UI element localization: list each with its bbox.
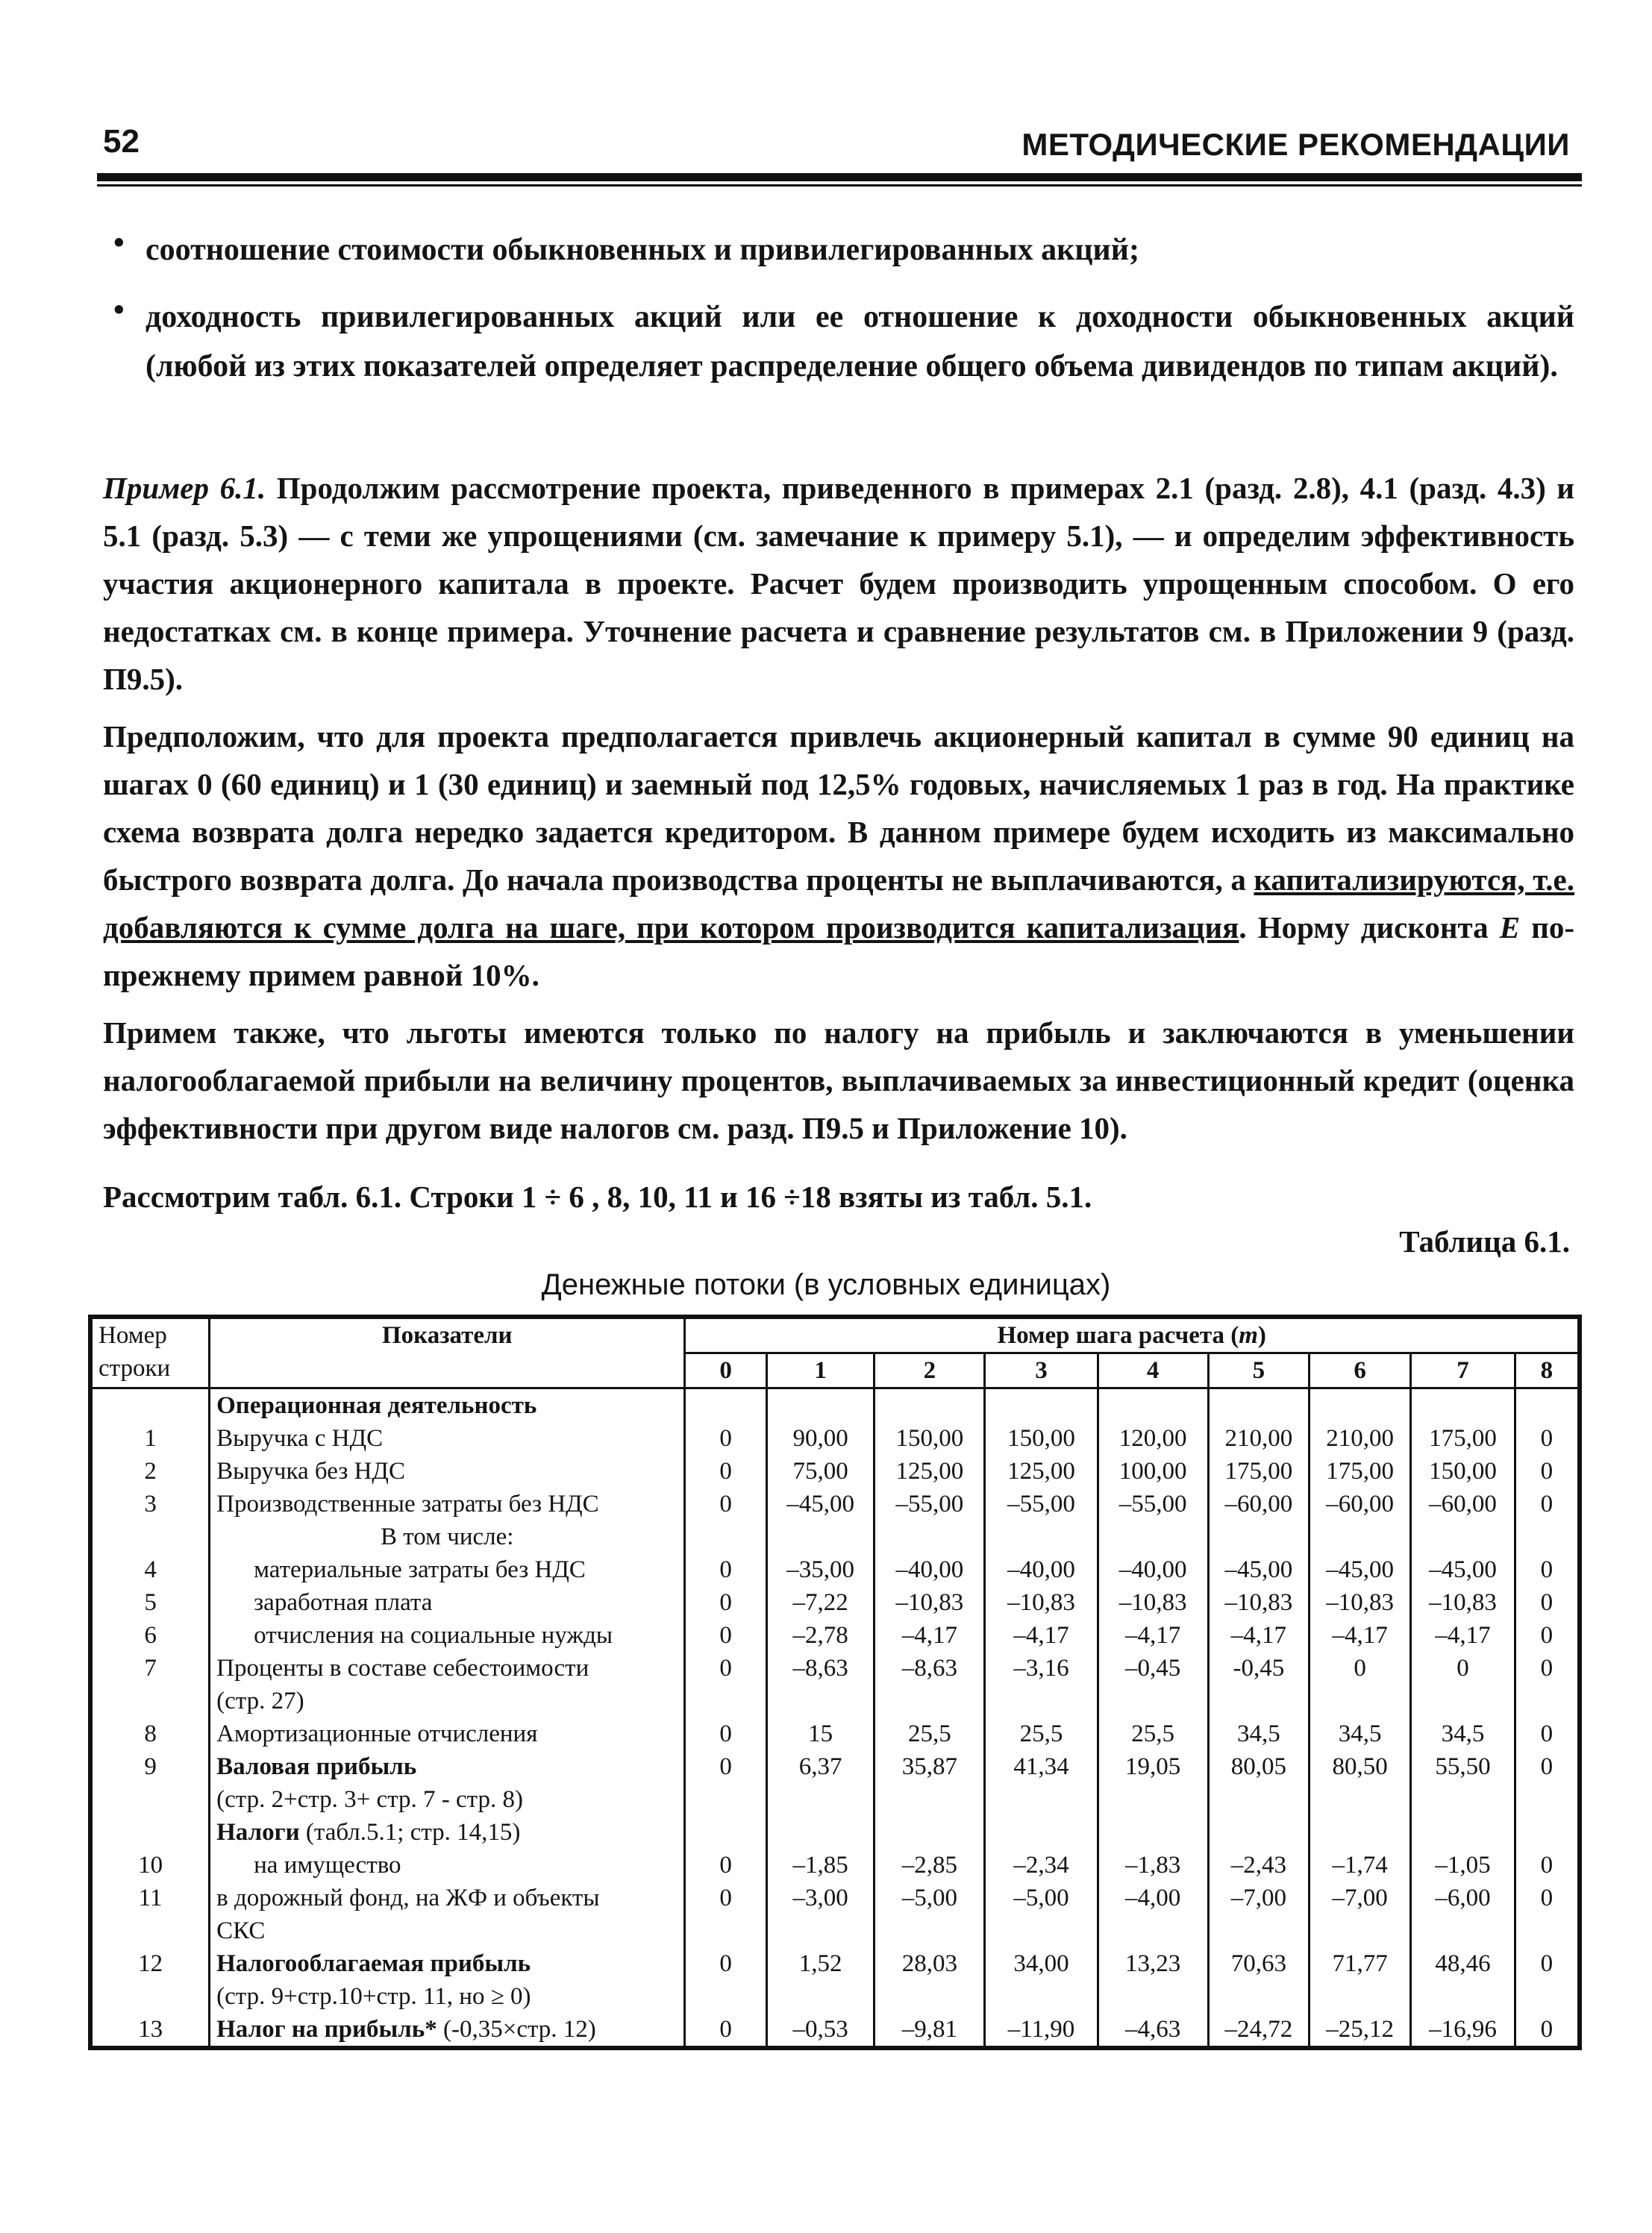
row-label-text: в дорожный фонд, на ЖФ и объекты [216,1885,600,1911]
value-cell: 28,03 [875,1947,985,2013]
value-cell: 0 [1515,2013,1580,2048]
row-label-line2: (стр. 27) [216,1688,304,1714]
value-cell [1310,1520,1411,1553]
value-cell: –9,81 [875,2013,985,2048]
value-cell: –4,00 [1098,1882,1208,1947]
value-cell: 19,05 [1098,1750,1208,1816]
value-cell: –1,83 [1098,1849,1208,1882]
row-label [210,1717,685,1750]
value-cell: 0 [1310,1652,1411,1717]
table-title: Денежные потоки (в условных единицах) [541,1268,1111,1301]
table-row [90,1553,1580,1586]
value-cell: 0 [685,1619,766,1652]
value-cell: 0 [1515,1619,1580,1652]
value-cell: –4,17 [985,1619,1098,1652]
row-label [210,1422,685,1455]
value-cell: 150,00 [985,1422,1098,1455]
step-header-7: 7 [1411,1353,1515,1388]
row-number-header-line1: Номер [98,1322,167,1349]
table-row [90,1849,1580,1882]
value-cell: –10,83 [1310,1586,1411,1619]
section-title: Операционная деятельность [210,1388,685,1423]
value-cell: 0 [685,1586,766,1619]
value-cell: –3,00 [766,1882,875,1947]
table-row [90,1422,1580,1455]
row-label-text: Амортизационные отчисления [216,1720,538,1747]
benefits-paragraph: Примем также, что льготы имеются только по налогу на прибыль и заключаются в уменьшении налогооблагаемой прибыли на величину процентов, выплачиваемых за инвестиционный кредит (оценка эффективности при другом виде налогов см. разд. П9.5 и Приложение 10). [103,1015,1574,1145]
row-label [210,1882,685,1947]
row-number [90,1816,210,1849]
row-label [210,1652,685,1717]
step-header-6: 6 [1310,1353,1411,1388]
assumption-text-mid: . Норму дисконта [1239,910,1500,945]
bullet-item [146,292,1574,391]
value-cell: 25,5 [875,1717,985,1750]
steps-header-var: m [1239,1322,1258,1349]
value-cell: 0 [1515,1422,1580,1455]
value-cell: 6,37 [766,1750,875,1816]
row-label [210,1455,685,1488]
value-cell [1208,1520,1310,1553]
value-cell [1310,1816,1411,1849]
value-cell [875,1816,985,1849]
value-cell: –25,12 [1310,2013,1411,2048]
value-cell: 175,00 [1310,1455,1411,1488]
value-cell: –10,83 [1411,1586,1515,1619]
value-cell: 34,5 [1310,1717,1411,1750]
value-cell: 70,63 [1208,1947,1310,2013]
value-cell: 120,00 [1098,1422,1208,1455]
value-cell: 75,00 [766,1455,875,1488]
value-cell: 1,52 [766,1947,875,2013]
value-cell: –4,17 [1208,1619,1310,1652]
step-header-4: 4 [1098,1353,1208,1388]
row-label-line2: СКС [216,1917,266,1944]
row-label-line2: (стр. 9+стр.10+стр. 11, но ≥ 0) [216,1983,531,2010]
value-cell: 0 [1515,1586,1580,1619]
row-label-text: Проценты в составе себестоимости [216,1655,589,1682]
value-cell: –0,53 [766,2013,875,2048]
value-cell: 0 [1515,1553,1580,1586]
value-cell: –1,74 [1310,1849,1411,1882]
value-cell: –7,00 [1208,1882,1310,1947]
value-cell: –2,34 [985,1849,1098,1882]
assumption-paragraph [103,713,1574,999]
value-cell: 150,00 [875,1422,985,1455]
row-number: 4 [90,1553,210,1586]
value-cell [685,1520,766,1553]
step-header-8: 8 [1515,1353,1580,1388]
row-label-text: Налогооблагаемая прибыль [216,1950,531,1977]
value-cell [1098,1816,1208,1849]
value-cell: –2,43 [1208,1849,1310,1882]
row-number-header [90,1317,210,1388]
row-number [90,1520,210,1553]
value-cell [985,1816,1098,1849]
value-cell: –1,05 [1411,1849,1515,1882]
table-label: Таблица 6.1. [1399,1224,1570,1259]
row-label [210,1750,685,1816]
table-row [90,1619,1580,1652]
table-row [90,1816,1580,1849]
assumption-text: Предположим, что для проекта предполагается привлечь акционерный капитал в сумме 90 единиц на шагах 0 (60 единиц) и 1 (30 единиц) и заемный под 12,5% годовых, начисляемых 1 раз в год. На практике схема возврата долга нередко задается кредитором. В данном примере будем исходить из максимально быстрого возврата долга. До начала производства проценты не выплачиваются, а [103,719,1574,897]
value-cell: –4,63 [1098,2013,1208,2048]
value-cell: –40,00 [985,1553,1098,1586]
row-label-text: отчисления на социальные нужды [254,1622,613,1649]
value-cell: –2,85 [875,1849,985,1882]
page-number: 52 [103,123,140,160]
row-label [210,1586,685,1619]
value-cell [1411,1520,1515,1553]
value-cell: 25,5 [1098,1717,1208,1750]
value-cell: 125,00 [985,1455,1098,1488]
bullet-text: доходность привилегированных акций или ее отношение к доходности обыкновенных акций (любой из этих показателей определяет распределение общего объема дивидендов по типам акций). [146,300,1574,383]
row-number: 3 [90,1488,210,1520]
value-cell: 0 [685,1717,766,1750]
table-row [90,1488,1580,1520]
value-cell: 0 [685,1455,766,1488]
value-cell: –2,78 [766,1619,875,1652]
row-number: 2 [90,1455,210,1488]
value-cell: –40,00 [875,1553,985,1586]
value-cell: –3,16 [985,1652,1098,1717]
table-body [90,1388,1580,2049]
section-row [90,1388,1580,1423]
value-cell: 210,00 [1208,1422,1310,1455]
value-cell: –4,17 [1310,1619,1411,1652]
value-cell: 0 [1515,1455,1580,1488]
table-intro: Рассмотрим табл. 6.1. Строки 1 ÷ 6 , 8, 10, 11 и 16 ÷18 взяты из табл. 5.1. [103,1180,1092,1214]
value-cell [1515,1520,1580,1553]
value-cell: –4,17 [875,1619,985,1652]
value-cell [875,1520,985,1553]
value-cell: –8,63 [766,1652,875,1717]
row-label-rest: (-0,35×стр. 12) [437,2016,596,2043]
value-cell: –0,45 [1098,1652,1208,1717]
value-cell: 175,00 [1411,1422,1515,1455]
bullet-item: соотношение стоимости обыкновенных и привилегированных акций; [146,233,1139,267]
row-label [210,1520,685,1553]
row-number: 12 [90,1947,210,2013]
value-cell: 48,46 [1411,1947,1515,2013]
value-cell: –5,00 [875,1882,985,1947]
value-cell: –60,00 [1310,1488,1411,1520]
value-cell: 0 [685,1882,766,1947]
running-head: МЕТОДИЧЕСКИЕ РЕКОМЕНДАЦИИ [1021,127,1570,162]
row-label [210,1816,685,1849]
row-label-text: В том числе: [381,1523,514,1550]
value-cell: –5,00 [985,1882,1098,1947]
value-cell: 0 [685,1422,766,1455]
value-cell: 0 [685,1849,766,1882]
value-cell: 25,5 [985,1717,1098,1750]
row-number: 6 [90,1619,210,1652]
value-cell: 80,05 [1208,1750,1310,1816]
value-cell: 100,00 [1098,1455,1208,1488]
table-row [90,1750,1580,1816]
value-cell: –45,00 [1208,1553,1310,1586]
row-label-text: заработная плата [254,1589,433,1616]
value-cell [1098,1520,1208,1553]
row-label-text: Налог на прибыль* [216,2016,437,2043]
value-cell: 0 [1515,1488,1580,1520]
value-cell: 0 [685,2013,766,2048]
row-label-text: Производственные затраты без НДС [216,1491,599,1518]
table-row [90,1717,1580,1750]
value-cell: –35,00 [766,1553,875,1586]
step-header-3: 3 [985,1353,1098,1388]
header-rule-thin [97,184,1582,187]
table-row [90,1882,1580,1947]
value-cell: 71,77 [1310,1947,1411,2013]
value-cell: 175,00 [1208,1455,1310,1488]
value-cell: 0 [1515,1652,1580,1717]
value-cell: 35,87 [875,1750,985,1816]
row-label-text: Выручка без НДС [216,1458,405,1485]
row-label [210,1849,685,1882]
row-label-rest: (табл.5.1; стр. 14,15) [299,1819,521,1846]
value-cell: –10,83 [985,1586,1098,1619]
value-cell: –24,72 [1208,2013,1310,2048]
value-cell [1515,1816,1580,1849]
row-number: 7 [90,1652,210,1717]
cash-flow-table [88,1315,1582,2050]
value-cell: –45,00 [1310,1553,1411,1586]
row-label-text: материальные затраты без НДС [254,1556,586,1583]
value-cell: –60,00 [1411,1488,1515,1520]
steps-header-close: ) [1257,1322,1266,1349]
value-cell: –45,00 [1411,1553,1515,1586]
value-cell: 0 [1515,1849,1580,1882]
example-text: Продолжим рассмотрение проекта, приведенного в примерах 2.1 (разд. 2.8), 4.1 (разд. 4.3) и 5.1 (разд. 5.3) — с теми же упрощениями (см. замечание к примеру 5.1), — и определим эффективность участия акционерного капитала в проекте. Расчет будем производить упрощенным способом. О его недостатках см. в конце примера. Уточнение расчета и сравнение результатов см. в Приложении 9 (разд. П9.5). [103,471,1574,696]
value-cell: –55,00 [1098,1488,1208,1520]
value-cell: 34,00 [985,1947,1098,2013]
row-number [90,1388,210,1423]
value-cell [766,1816,875,1849]
table-row [90,1520,1580,1553]
row-label-text: Выручка с НДС [216,1425,384,1452]
row-number: 5 [90,1586,210,1619]
row-label [210,1947,685,2013]
row-number: 11 [90,1882,210,1947]
value-cell: –1,85 [766,1849,875,1882]
value-cell: 90,00 [766,1422,875,1455]
steps-header-text: Номер шага расчета ( [997,1322,1239,1349]
row-number: 8 [90,1717,210,1750]
row-number: 10 [90,1849,210,1882]
value-cell: –60,00 [1208,1488,1310,1520]
row-number: 9 [90,1750,210,1816]
bullet-dot: • [113,226,125,260]
value-cell: 0 [1515,1750,1580,1816]
value-cell: 0 [1515,1947,1580,2013]
step-header-0: 0 [685,1353,766,1388]
value-cell: –11,90 [985,2013,1098,2048]
value-cell: 13,23 [1098,1947,1208,2013]
value-cell: –4,17 [1411,1619,1515,1652]
bullet-dot: • [113,293,125,328]
value-cell: -0,45 [1208,1652,1310,1717]
value-cell: 0 [1411,1652,1515,1717]
row-label [210,1619,685,1652]
table-row [90,1586,1580,1619]
table-row [90,1652,1580,1717]
value-cell: –16,96 [1411,2013,1515,2048]
value-cell: 0 [685,1947,766,2013]
value-cell: 55,50 [1411,1750,1515,1816]
value-cell: 80,50 [1310,1750,1411,1816]
value-cell: –40,00 [1098,1553,1208,1586]
value-cell: –10,83 [875,1586,985,1619]
value-cell: 0 [685,1488,766,1520]
value-cell: –7,00 [1310,1882,1411,1947]
table-row [90,1947,1580,2013]
table-row [90,2013,1580,2048]
value-cell: 150,00 [1411,1455,1515,1488]
row-label [210,2013,685,2048]
row-label [210,1488,685,1520]
value-cell: 41,34 [985,1750,1098,1816]
value-cell: –55,00 [875,1488,985,1520]
step-header-2: 2 [875,1353,985,1388]
table-row [90,1455,1580,1488]
row-number-header-line2: строки [98,1355,171,1382]
value-cell: 0 [685,1553,766,1586]
value-cell: 125,00 [875,1455,985,1488]
value-cell: 0 [1515,1882,1580,1947]
value-cell [766,1520,875,1553]
value-cell: 0 [685,1750,766,1816]
value-cell: –10,83 [1098,1586,1208,1619]
step-header-5: 5 [1208,1353,1310,1388]
row-number: 13 [90,2013,210,2048]
indicators-header: Показатели [210,1317,685,1388]
value-cell: –8,63 [875,1652,985,1717]
value-cell [985,1520,1098,1553]
value-cell: –7,22 [766,1586,875,1619]
value-cell: 15 [766,1717,875,1750]
value-cell [1208,1816,1310,1849]
example-label: Пример 6.1. [103,471,266,505]
value-cell: 34,5 [1411,1717,1515,1750]
row-number: 1 [90,1422,210,1455]
row-label [210,1553,685,1586]
value-cell: 0 [1515,1717,1580,1750]
value-cell [685,1816,766,1849]
step-header-1: 1 [766,1353,875,1388]
value-cell: –45,00 [766,1488,875,1520]
value-cell: –55,00 [985,1488,1098,1520]
row-label-text: Налоги [216,1819,300,1846]
example-paragraph [103,464,1574,703]
row-label-text: на имущество [254,1852,401,1879]
steps-header [685,1317,1580,1353]
value-cell [1411,1816,1515,1849]
underlined-text: капитализируются, т.е. добавляются к сумме долга на шаге, при котором производится капитализация [103,862,1575,945]
row-label-line2: (стр. 2+стр. 3+ стр. 7 - стр. 8) [216,1786,523,1813]
row-label-text: Валовая прибыль [216,1753,417,1780]
value-cell: 0 [685,1652,766,1717]
value-cell: –4,17 [1098,1619,1208,1652]
assumption-text-end: по-прежнему примем равной 10%. [103,910,1574,992]
discount-variable: E [1499,910,1521,945]
header-rule [97,173,1582,181]
value-cell: –10,83 [1208,1586,1310,1619]
value-cell: 210,00 [1310,1422,1411,1455]
value-cell: –6,00 [1411,1882,1515,1947]
value-cell: 34,5 [1208,1717,1310,1750]
